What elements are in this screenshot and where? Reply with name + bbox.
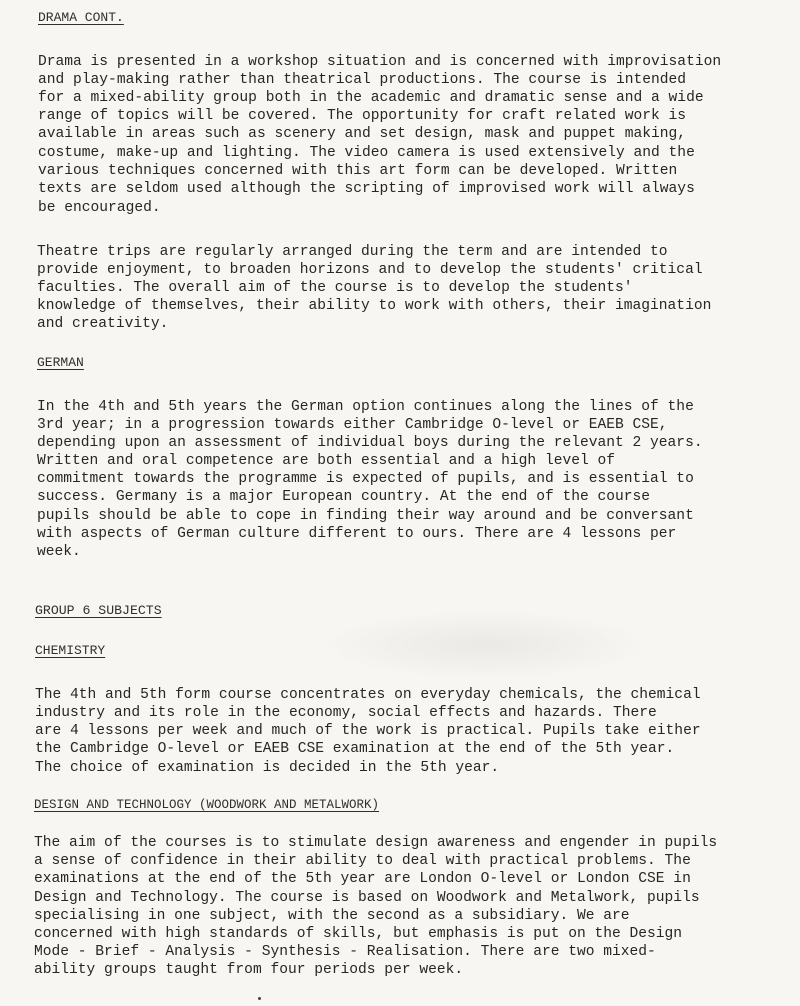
- text-line: 3rd year; in a progression towards either Cambridge O-level or EAEB CSE,: [37, 417, 668, 433]
- text-line: Design and Technology. The course is based on Woodwork and Metalwork, pupils: [34, 890, 700, 906]
- text-line: The choice of examination is decided in the 5th year.: [35, 760, 500, 776]
- text-line: success. Germany is a major European country. At the end of the course: [37, 489, 651, 505]
- text-line: The 4th and 5th form course concentrates on everyday chemicals, the chemical: [35, 687, 701, 703]
- text-line: and creativity.: [37, 316, 169, 332]
- german-heading: GERMAN: [37, 355, 84, 370]
- text-line: Written and oral competence are both essential and a high level of: [37, 453, 616, 469]
- text-line: various techniques concerned with this art form can be developed. Written: [38, 163, 678, 179]
- paper-smudge: [320, 610, 650, 680]
- text-line: depending upon an assessment of individual boys during the relevant 2 years.: [37, 435, 703, 451]
- text-line: range of topics will be covered. The opportunity for craft related work is: [38, 108, 687, 124]
- text-line: be encouraged.: [38, 200, 161, 216]
- text-line: with aspects of German culture different to ours. There are 4 lessons per: [37, 526, 677, 542]
- text-line: available in areas such as scenery and set design, mask and puppet making,: [38, 126, 687, 142]
- text-line: Mode - Brief - Analysis - Synthesis - Realisation. There are two mixed-: [34, 944, 656, 960]
- text-line: the Cambridge O-level or EAEB CSE examination at the end of the 5th year.: [35, 741, 675, 757]
- text-line: and play-making rather than theatrical productions. The course is intended: [38, 72, 687, 88]
- text-line: a sense of confidence in their ability to deal with practical problems. The: [34, 853, 691, 869]
- text-line: faculties. The overall aim of the course is to develop the students': [37, 280, 633, 296]
- text-line: specialising in one subject, with the second as a subsidiary. We are: [34, 908, 630, 924]
- text-line: ability groups taught from four periods per week.: [34, 962, 464, 978]
- text-line: texts are seldom used although the scripting of improvised work will always: [38, 181, 695, 197]
- text-line: for a mixed-ability group both in the academic and dramatic sense and a wide: [38, 90, 704, 106]
- text-line: provide enjoyment, to broaden horizons and to develop the students' critical: [37, 262, 703, 278]
- text-line: commitment towards the programme is expected of pupils, and is essential to: [37, 471, 694, 487]
- text-line: concerned with high standards of skills, but emphasis is put on the Design: [34, 926, 683, 942]
- text-line: week.: [37, 544, 81, 560]
- text-line: Theatre trips are regularly arranged during the term and are intended to: [37, 244, 668, 260]
- paper-speck: [258, 997, 261, 1000]
- text-line: Drama is presented in a workshop situation and is concerned with improvisation: [38, 54, 722, 70]
- text-line: examinations at the end of the 5th year are London O-level or London CSE in: [34, 871, 691, 887]
- text-line: industry and its role in the economy, social effects and hazards. There: [35, 705, 657, 721]
- chemistry-heading: CHEMISTRY: [35, 643, 106, 658]
- text-line: The aim of the courses is to stimulate design awareness and engender in pupils: [34, 835, 718, 851]
- text-line: are 4 lessons per week and much of the work is practical. Pupils take either: [35, 723, 701, 739]
- group6-heading: GROUP 6 SUBJECTS: [35, 603, 162, 618]
- text-line: pupils should be able to cope in finding their way around and be conversant: [37, 508, 694, 524]
- text-line: In the 4th and 5th years the German option continues along the lines of the: [37, 399, 694, 415]
- text-line: knowledge of themselves, their ability to work with others, their imagination: [37, 298, 712, 314]
- design-technology-heading: DESIGN AND TECHNOLOGY (WOODWORK AND METALWORK): [34, 798, 380, 812]
- drama-heading: DRAMA CONT.: [38, 10, 124, 25]
- text-line: costume, make-up and lighting. The video camera is used extensively and the: [38, 145, 695, 161]
